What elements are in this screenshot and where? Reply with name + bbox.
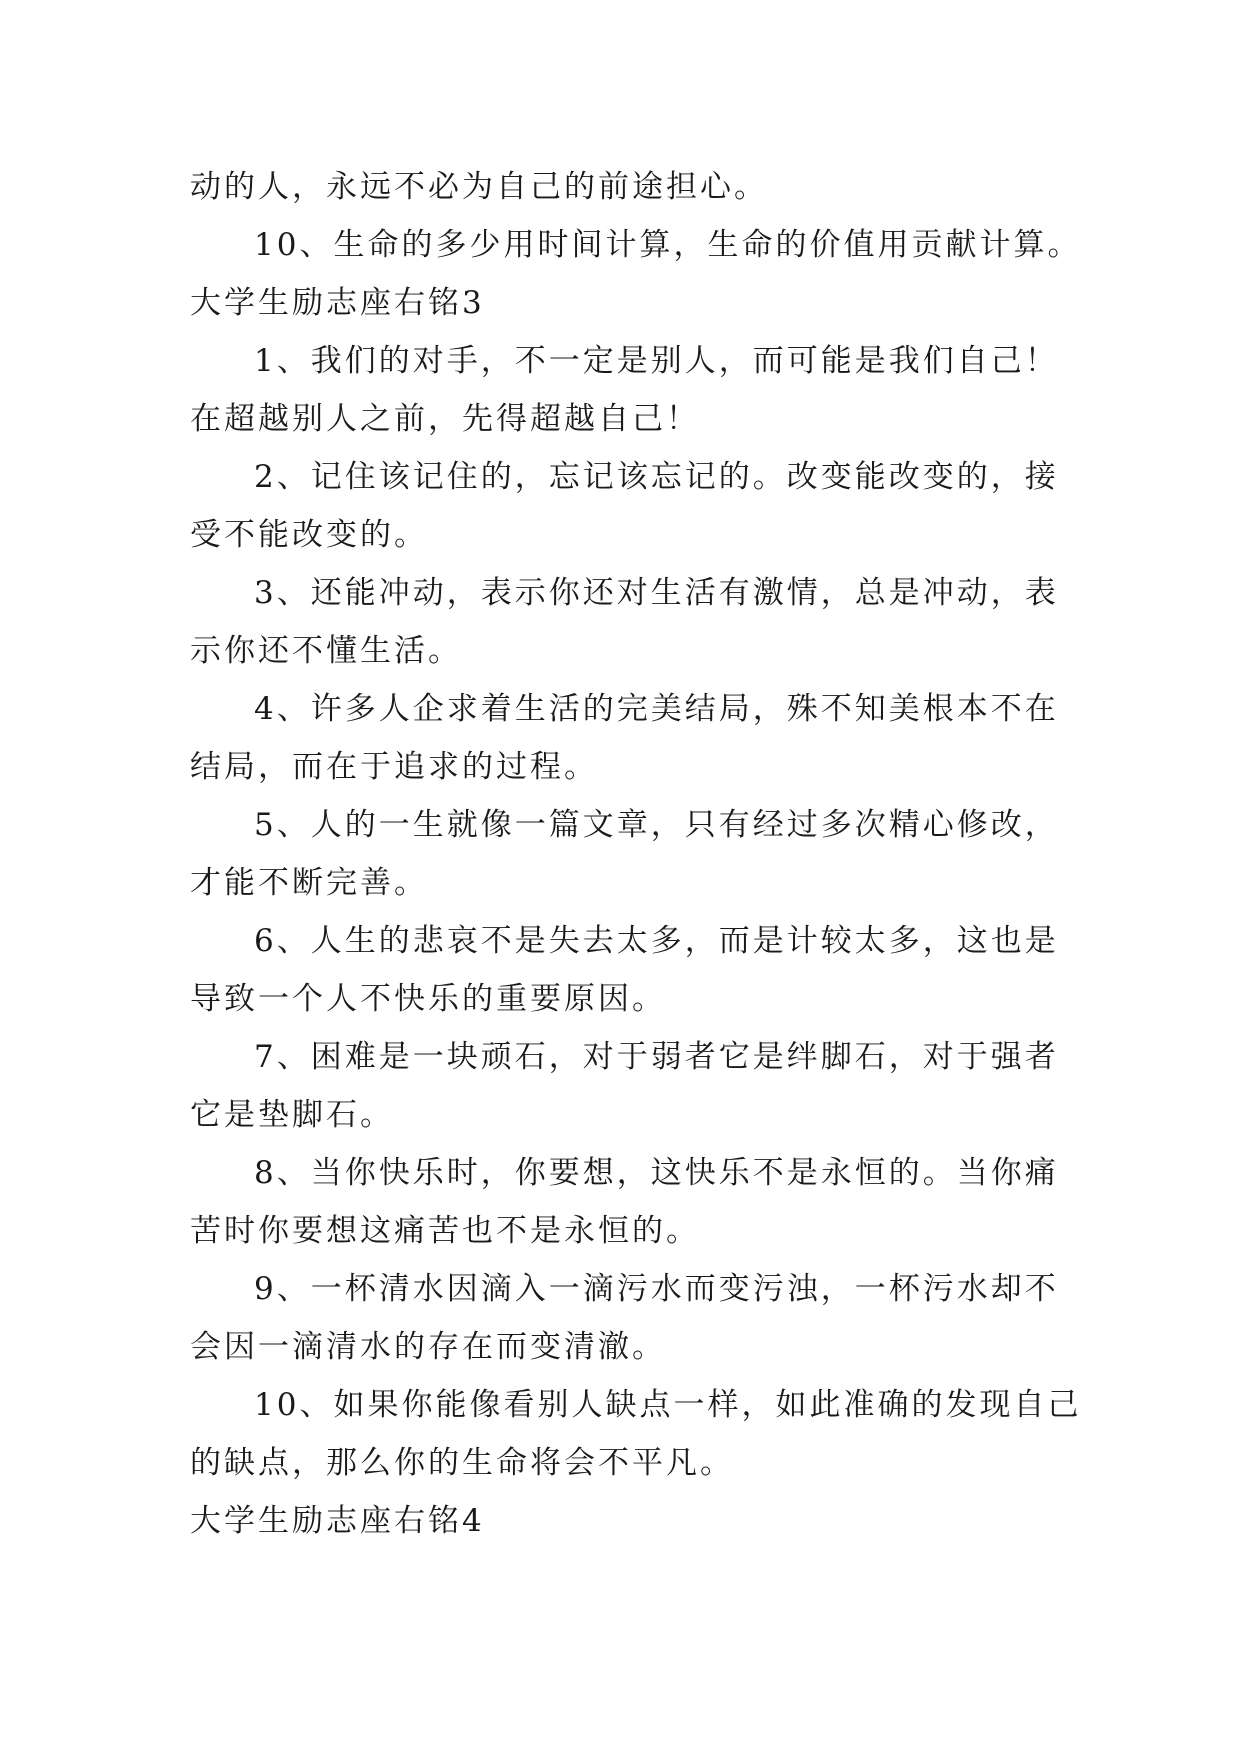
list-item-6: 6、人生的悲哀不是失去太多，而是计较太多，这也是: [254, 923, 1059, 959]
text-line: 结局，而在于追求的过程。: [190, 749, 598, 785]
text-line: 才能不断完善。: [190, 865, 428, 901]
text-line: 示你还不懂生活。: [190, 633, 462, 669]
section-heading-3: 大学生励志座右铭3: [190, 285, 485, 321]
text-line: 动的人，永远不必为自己的前途担心。: [190, 169, 768, 205]
list-item-4: 4、许多人企求着生活的完美结局，殊不知美根本不在: [254, 691, 1059, 727]
text-line: 受不能改变的。: [190, 517, 428, 553]
list-item-3: 3、还能冲动，表示你还对生活有激情，总是冲动，表: [254, 575, 1059, 611]
list-item-7: 7、困难是一块顽石，对于弱者它是绊脚石，对于强者: [254, 1039, 1059, 1075]
text-line: 的缺点，那么你的生命将会不平凡。: [190, 1445, 734, 1481]
text-line: 导致一个人不快乐的重要原因。: [190, 981, 666, 1017]
list-item-9: 9、一杯清水因滴入一滴污水而变污浊，一杯污水却不: [254, 1271, 1059, 1307]
section-heading-4: 大学生励志座右铭4: [190, 1503, 485, 1539]
list-item-8: 8、当你快乐时，你要想，这快乐不是永恒的。当你痛: [254, 1155, 1059, 1191]
document-body: [190, 158, 1082, 1550]
list-item-5: 5、人的一生就像一篇文章，只有经过多次精心修改，: [254, 807, 1059, 843]
text-line: 会因一滴清水的存在而变清澈。: [190, 1329, 666, 1365]
list-item-10-b: 10、如果你能像看别人缺点一样，如此准确的发现自己: [254, 1387, 1082, 1423]
text-line: 在超越别人之前，先得超越自己！: [190, 401, 700, 437]
list-item-1: 1、我们的对手，不一定是别人，而可能是我们自己！: [254, 343, 1059, 379]
text-line: 它是垫脚石。: [190, 1097, 394, 1133]
text-line: 苦时你要想这痛苦也不是永恒的。: [190, 1213, 700, 1249]
list-item-10: 10、生命的多少用时间计算，生命的价值用贡献计算。: [254, 227, 1082, 263]
list-item-2: 2、记住该记住的，忘记该忘记的。改变能改变的，接: [254, 459, 1059, 495]
